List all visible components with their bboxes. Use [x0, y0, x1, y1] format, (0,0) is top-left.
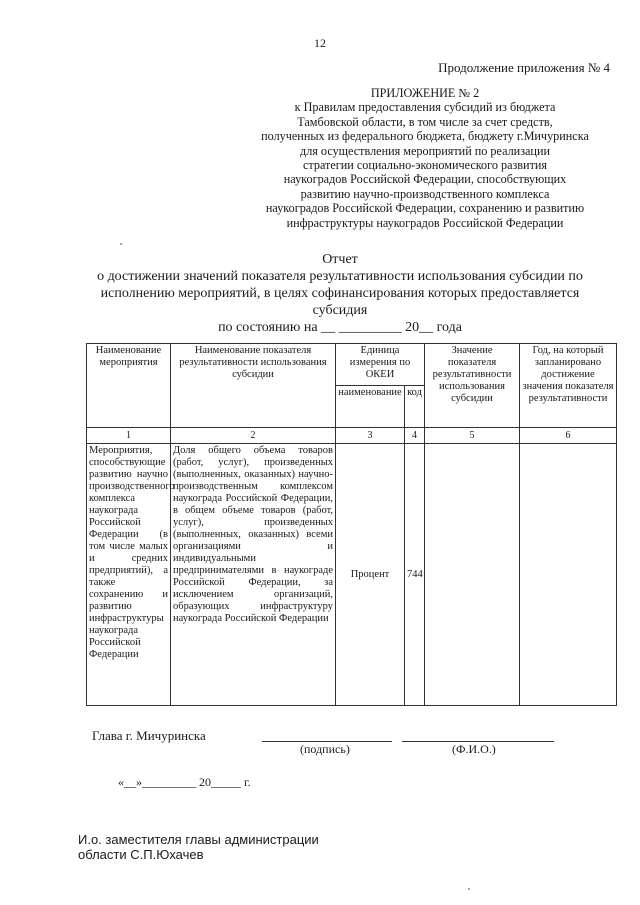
cell-unit-code: 744: [405, 444, 425, 706]
annex-line: наукоградов Российской Федерации, способствующих: [283, 172, 567, 187]
report-table: [86, 343, 617, 706]
table-row: [87, 444, 617, 706]
table-number-row: [87, 428, 617, 444]
annex-line: наукоградов Российской Федерации, сохранению и развитию: [265, 201, 585, 216]
col-number: 6: [520, 428, 617, 444]
header-unit: Единица измерения по ОКЕИ: [336, 344, 425, 386]
col-number: 5: [425, 428, 520, 444]
header-event: Наименование мероприятия: [87, 344, 171, 428]
report-subtitle-line: субсидия: [312, 303, 368, 318]
table-header-row: [87, 344, 617, 386]
footer-block: [78, 832, 319, 862]
cell-value: [425, 444, 520, 706]
cell-indicator: Доля общего объема товаров (работ, услуг), произведенных (выполненных, оказанных) научно-производственным комплексом наукограда Российской Федерации, в общем объеме товаров (работ, услуг), произведенных (выполненных, оказанных) всеми организациями и индивидуальными предпринимателями в наукограде Российской Федерации, за исключением организаций, образующих инфраструктуру наукограда Российской Федерации: [171, 444, 336, 706]
header-indicator: Наименование показателя результативности использования субсидии: [171, 344, 336, 428]
annex-line: инфраструктуры наукоградов Российской Федерации: [286, 215, 564, 230]
footer-line: области С.П.Юхачев: [78, 847, 204, 862]
signature-label: Глава г. Мичуринска: [92, 728, 206, 743]
annex-header: [240, 86, 610, 230]
annex-line: Тамбовской области, в том числе за счет средств,: [297, 114, 553, 129]
col-number: 2: [171, 428, 336, 444]
signature-date: «__»_________ 20_____ г.: [118, 775, 251, 789]
cell-event: Мероприятия, способствующие развитию научно производственного комплекса наукограда Российской Федерации (в том числе малых и средних предприятий), а также сохранению и развитию инфраструктуры наукограда Российской Федерации: [87, 444, 171, 706]
report-subtitle-line: исполнению мероприятий, в целях софинансирования которых предоставляется: [100, 286, 580, 301]
annex-line: ПРИЛОЖЕНИЕ № 2: [370, 86, 480, 100]
report-title-block: [90, 251, 590, 336]
annex-line: к Правилам предоставления субсидий из бюджета: [294, 100, 556, 115]
col-number: 4: [405, 428, 425, 444]
annex-line: стратегии социально-экономического развития: [302, 158, 548, 173]
header-unit-code: код: [405, 386, 425, 428]
annex-line: развитию научно-производственного комплекса: [300, 186, 550, 201]
scan-speck: [468, 888, 470, 890]
continuation-label: Продолжение приложения № 4: [438, 60, 610, 75]
report-date-line: по состоянию на __ _________ 20__ года: [218, 320, 462, 335]
report-subtitle-line: о достижении значений показателя результативности использования субсидии по: [97, 269, 583, 284]
header-year: Год, на который запланировано достижение значения показателя результативности: [520, 344, 617, 428]
col-number: 3: [336, 428, 405, 444]
page-number: 12: [314, 36, 326, 50]
header-unit-name: наименование: [336, 386, 405, 428]
header-value: Значение показателя результативности использования субсидии: [425, 344, 520, 428]
annex-line: для осуществления мероприятий по реализации: [300, 143, 550, 158]
report-title: Отчет: [322, 252, 358, 267]
cell-unit-name: Процент: [336, 444, 405, 706]
annex-line: полученных из федерального бюджета, бюджету г.Мичуринска: [261, 129, 589, 144]
name-caption: (Ф.И.О.): [452, 742, 496, 756]
signature-caption: (подпись): [300, 742, 350, 756]
cell-year: [520, 444, 617, 706]
footer-line: И.о. заместителя главы администрации: [78, 832, 319, 847]
scan-speck: [120, 243, 122, 245]
col-number: 1: [87, 428, 171, 444]
